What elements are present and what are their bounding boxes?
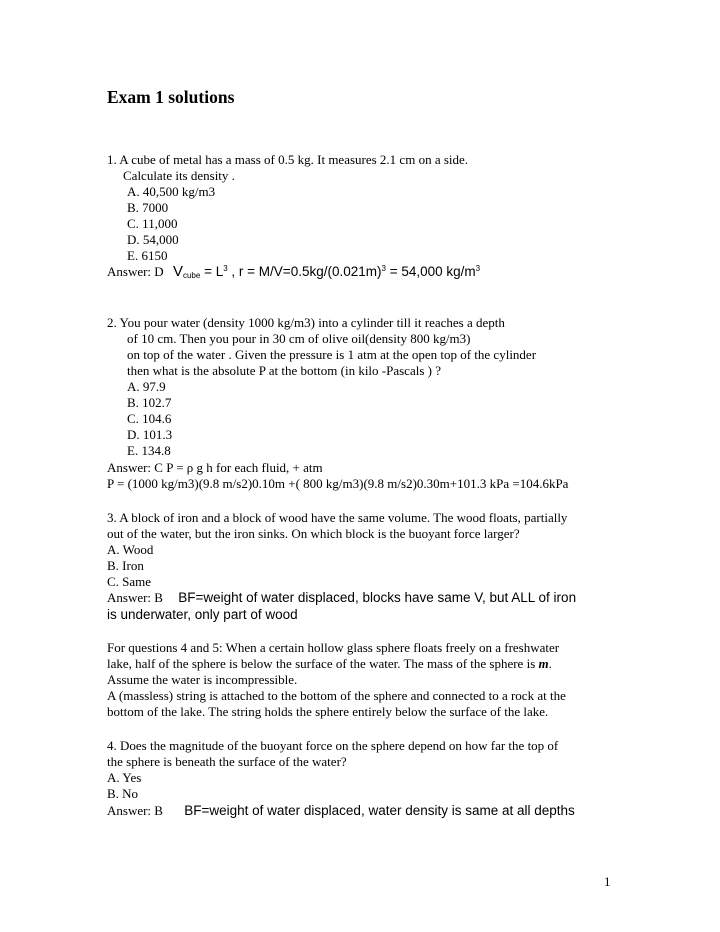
q1-option-e: E. 6150 [127, 248, 168, 263]
q2-option-e: E. 134.8 [127, 443, 171, 458]
q45-intro-1: For questions 4 and 5: When a certain hollow glass sphere floats freely on a freshwater [107, 640, 560, 655]
q3-answer-label: Answer: B [107, 590, 163, 605]
q1-answer-label: Answer: D [107, 264, 164, 279]
q3-answer-text-cont: is underwater, only part of wood [107, 607, 298, 622]
page-number: 1 [604, 874, 611, 889]
q3-answer-text: BF=weight of water displaced, blocks have same V, but ALL of iron [178, 590, 577, 605]
q1-stem-cont: Calculate its density . [123, 168, 235, 183]
q3-option-c: C. Same [107, 574, 152, 589]
q45-intro-4: A (massless) string is attached to the bottom of the sphere and connected to a rock at the [107, 688, 566, 703]
q4-stem-2: the sphere is beneath the surface of the water? [107, 754, 347, 769]
q3-option-b: B. Iron [107, 558, 144, 573]
q2-option-a: A. 97.9 [127, 379, 166, 394]
q45-intro-2 [107, 656, 552, 672]
q45-intro-3: Assume the water is incompressible. [107, 672, 298, 687]
q2-stem: 2. You pour water (density 1000 kg/m3) into a cylinder till it reaches a depth [107, 315, 505, 330]
q3-answer [107, 590, 576, 606]
q3-stem: 3. A block of iron and a block of wood have the same volume. The wood floats, partially [107, 510, 568, 525]
q1-eq3: = 54,000 kg/m [385, 264, 476, 279]
q4-answer-text: BF=weight of water displaced, water density is same at all depths [184, 803, 575, 818]
q45-intro-2-text: lake, half of the sphere is below the surface of the water. The mass of the sphere is [107, 656, 539, 671]
q1-v-symbol: V [172, 263, 183, 280]
q4-option-a: A. Yes [107, 770, 142, 785]
q1-answer [107, 264, 480, 280]
q4-stem: 4. Does the magnitude of the buoyant force on the sphere depend on how far the top of [107, 738, 559, 753]
q2-option-c: C. 104.6 [127, 411, 172, 426]
mass-variable: m [538, 656, 549, 671]
q1-answer-formula [173, 264, 480, 279]
q2-option-b: B. 102.7 [127, 395, 172, 410]
q1-eq2: , r = M/V=0.5kg/(0.021m) [227, 264, 382, 279]
q1-option-d: D. 54,000 [127, 232, 179, 247]
q2-stem-3: on top of the water . Given the pressure is 1 atm at the open top of the cylinder [127, 347, 537, 362]
q1-option-b: B. 7000 [127, 200, 169, 215]
page-title: Exam 1 solutions [107, 87, 235, 107]
q4-answer-label: Answer: B [107, 803, 163, 818]
q1-stem: 1. A cube of metal has a mass of 0.5 kg. It measures 2.1 cm on a side. [107, 152, 469, 167]
q1-option-a: A. 40,500 kg/m3 [127, 184, 216, 199]
q4-answer [107, 803, 575, 819]
q45-intro-2-period: . [548, 656, 552, 671]
q1-sup3: 3 [475, 264, 481, 273]
q1-subscript: cube [182, 271, 201, 280]
q2-stem-2: of 10 cm. Then you pour in 30 cm of olive oil(density 800 kg/m3) [127, 331, 471, 346]
q1-option-c: C. 11,000 [127, 216, 178, 231]
q3-option-a: A. Wood [107, 542, 154, 557]
q1-sup2: 3 [381, 264, 386, 273]
q45-intro-5: bottom of the lake. The string holds the sphere entirely below the surface of the lake. [107, 704, 549, 719]
q1-sup1: 3 [223, 264, 228, 273]
q4-option-b: B. No [107, 786, 139, 801]
q3-stem-2: out of the water, but the iron sinks. On which block is the buoyant force larger? [107, 526, 520, 541]
q2-answer: Answer: C P = ρ g h for each fluid, + atm [107, 460, 323, 475]
q1-eq1: = L [200, 264, 224, 279]
q2-option-d: D. 101.3 [127, 427, 173, 442]
q2-work: P = (1000 kg/m3)(9.8 m/s2)0.10m +( 800 kg/m3)(9.8 m/s2)0.30m+101.3 kPa =104.6kPa [107, 476, 569, 491]
q2-stem-4: then what is the absolute P at the bottom (in kilo -Pascals ) ? [127, 363, 441, 378]
